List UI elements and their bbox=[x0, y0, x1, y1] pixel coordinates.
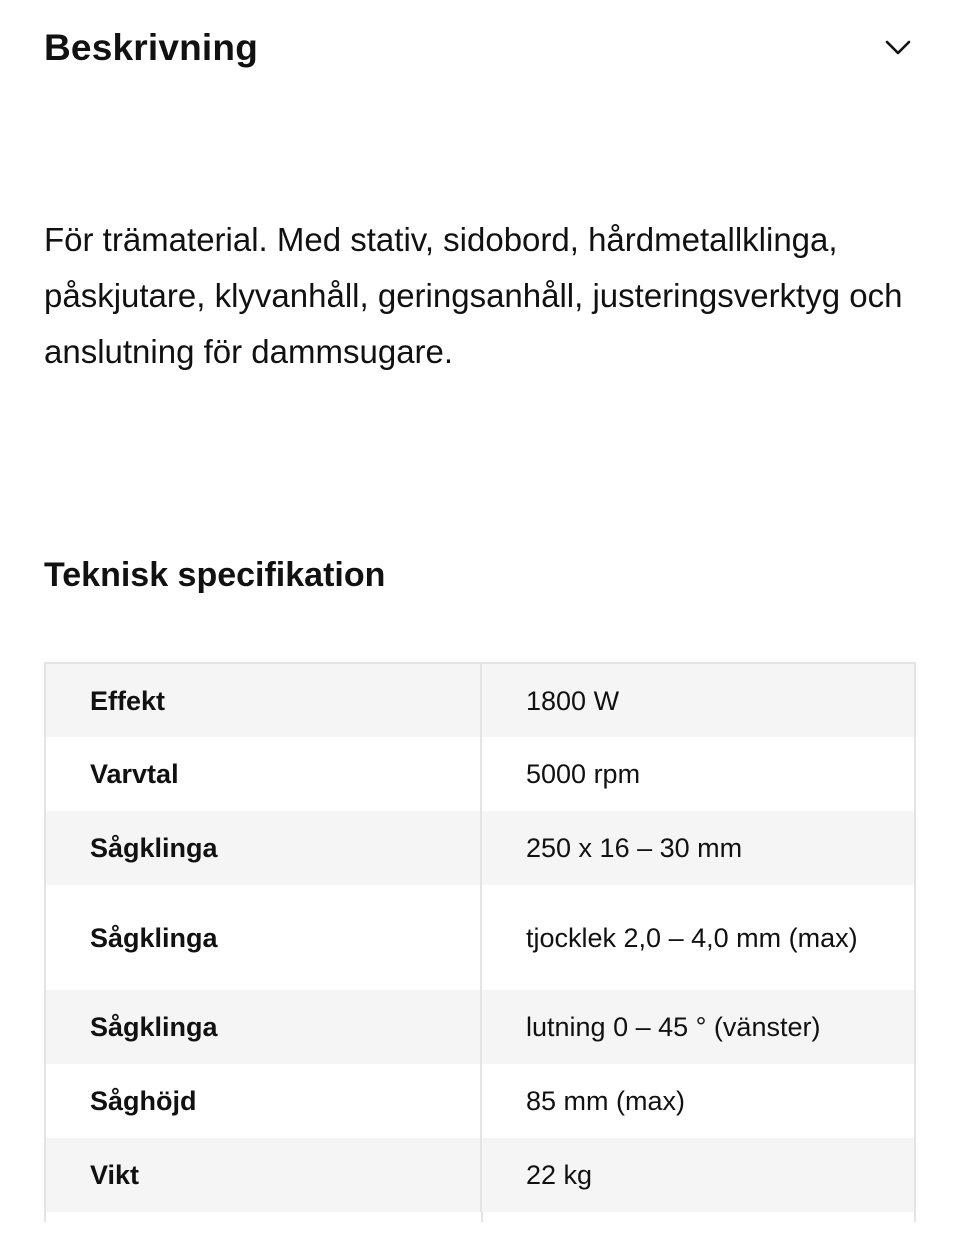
spec-row-effekt bbox=[45, 663, 915, 737]
spec-label: Varvtal bbox=[45, 737, 481, 811]
spec-label: Såghöjd bbox=[45, 1064, 481, 1138]
spec-row-saghojd bbox=[45, 1064, 915, 1138]
spec-value: 5000 rpm bbox=[526, 759, 641, 789]
spec-row-varvtal bbox=[45, 737, 915, 811]
spec-value: 85 mm (max) bbox=[526, 1086, 686, 1116]
spec-label: Sågklinga bbox=[45, 885, 481, 990]
spec-value: lutning 0 – 45 ° (vänster) bbox=[526, 1012, 821, 1042]
spec-label: Sågklinga bbox=[45, 990, 481, 1064]
spec-value: 250 x 16 – 30 mm bbox=[526, 833, 743, 863]
spec-table-continuation bbox=[44, 1212, 916, 1222]
chevron-down-icon[interactable] bbox=[880, 30, 916, 66]
description-title: Beskrivning bbox=[44, 27, 258, 68]
spec-label: Vikt bbox=[45, 1138, 481, 1212]
description-text: För trämaterial. Med stativ, sidobord, hårdmetallklinga, påskjutare, klyvanhåll, geringsanhåll, justeringsverktyg och anslutning för dammsugare. bbox=[44, 221, 903, 370]
spec-value: 22 kg bbox=[526, 1160, 593, 1190]
spec-label: Sågklinga bbox=[45, 811, 481, 885]
spec-table bbox=[44, 662, 916, 1212]
spec-heading: Teknisk specifikation bbox=[44, 556, 386, 594]
spec-row-sagklinga-lutning bbox=[45, 990, 915, 1064]
spec-row-vikt bbox=[45, 1138, 915, 1212]
spec-row-sagklinga-tjocklek bbox=[45, 885, 915, 990]
spec-label: Effekt bbox=[45, 663, 481, 737]
spec-value: 1800 W bbox=[526, 685, 620, 716]
spec-value: tjocklek 2,0 – 4,0 mm (max) bbox=[526, 922, 858, 953]
description-accordion-header[interactable] bbox=[44, 22, 916, 74]
spec-row-sagklinga-diameter bbox=[45, 811, 915, 885]
